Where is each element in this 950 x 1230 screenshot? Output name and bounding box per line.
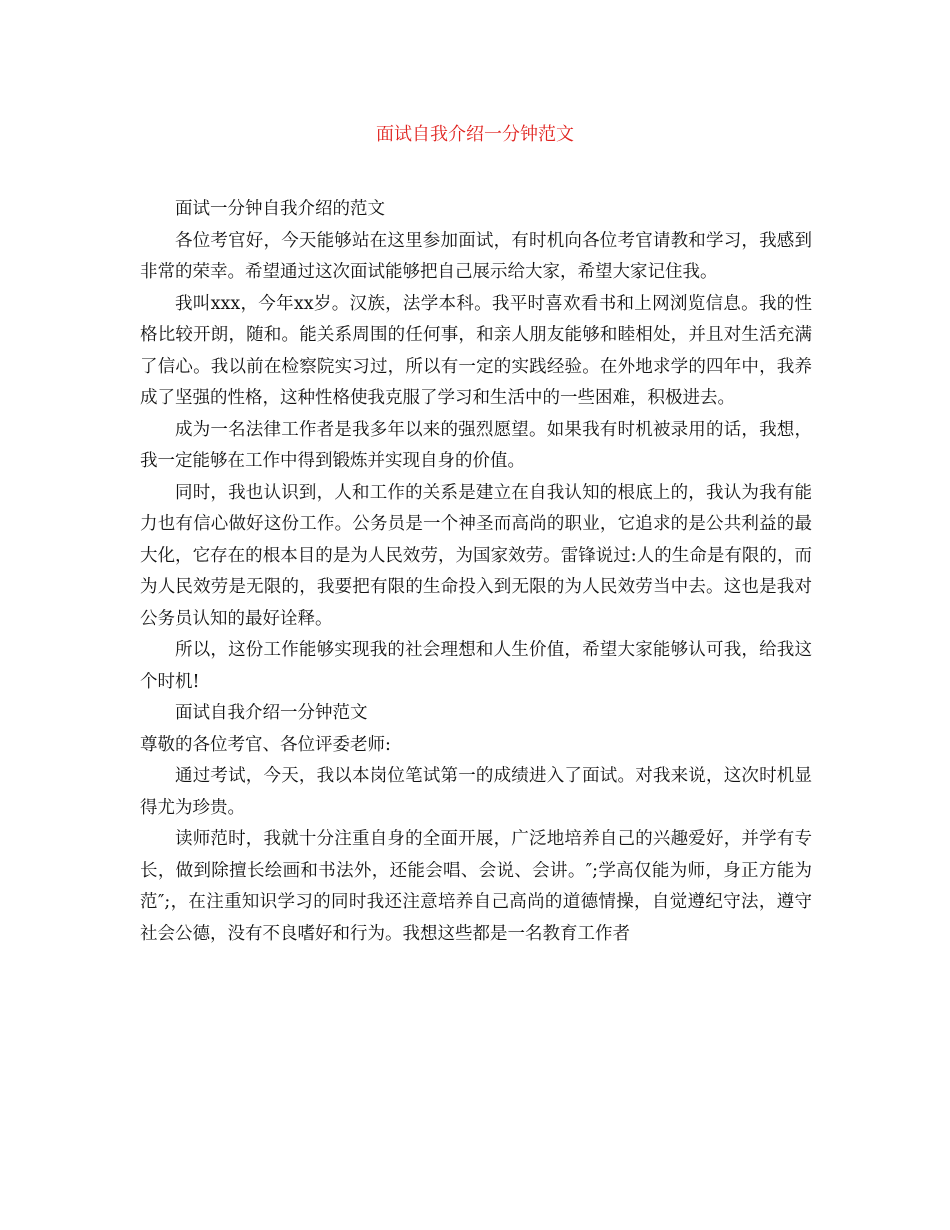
- document-body: [140, 194, 812, 950]
- paragraph: 通过考试，今天，我以本岗位笔试第一的成绩进入了面试。对我来说，这次时机显得尤为珍贵。: [140, 766, 812, 818]
- paragraph: 各位考官好，今天能够站在这里参加面试，有时机向各位考官请教和学习，我感到非常的荣幸。希望通过这次面试能够把自己展示给大家，希望大家记住我。: [140, 230, 812, 282]
- paragraph-subtitle-1: 面试一分钟自我介绍的范文: [175, 199, 385, 219]
- document-title: 面试自我介绍一分钟范文: [376, 124, 574, 145]
- paragraph: 我叫xxx，今年xx岁。汉族，法学本科。我平时喜欢看书和上网浏览信息。我的性格比较开朗，随和。能关系周围的任何事，和亲人朋友能够和睦相处，并且对生活充满了信心。我以前在检察院实习过，所以有一定的实践经验。在外地求学的四年中，我养成了坚强的性格，这种性格使我克服了学习和生活中的一些困难，积极进去。: [140, 293, 812, 408]
- paragraph-subtitle-2: 面试自我介绍一分钟范文: [175, 703, 368, 723]
- paragraph: 同时，我也认识到，人和工作的关系是建立在自我认知的根底上的，我认为我有能力也有信心做好这份工作。公务员是一个神圣而高尚的职业，它追求的是公共利益的最大化，它存在的根本目的是为人民效劳，为国家效劳。雷锋说过:人的生命是有限的，而为人民效劳是无限的，我要把有限的生命投入到无限的为人民效劳当中去。这也是我对公务员认知的最好诠释。: [140, 482, 812, 629]
- salutation: 尊敬的各位考官、各位评委老师:: [140, 734, 391, 755]
- paragraph: 所以，这份工作能够实现我的社会理想和人生价值，希望大家能够认可我，给我这个时机!: [140, 640, 812, 692]
- paragraph: 成为一名法律工作者是我多年以来的强烈愿望。如果我有时机被录用的话，我想，我一定能够在工作中得到锻炼并实现自身的价值。: [140, 419, 812, 471]
- paragraph: 读师范时，我就十分注重自身的全面开展，广泛地培养自己的兴趣爱好，并学有专长，做到除擅长绘画和书法外，还能会唱、会说、会讲。″;学高仅能为师，身正方能为范″;，在注重知识学习的同时我还注意培养自己高尚的道德情操，自觉遵纪守法，遵守社会公德，没有不良嗜好和行为。我想这些都是一名教育工作者: [140, 829, 812, 944]
